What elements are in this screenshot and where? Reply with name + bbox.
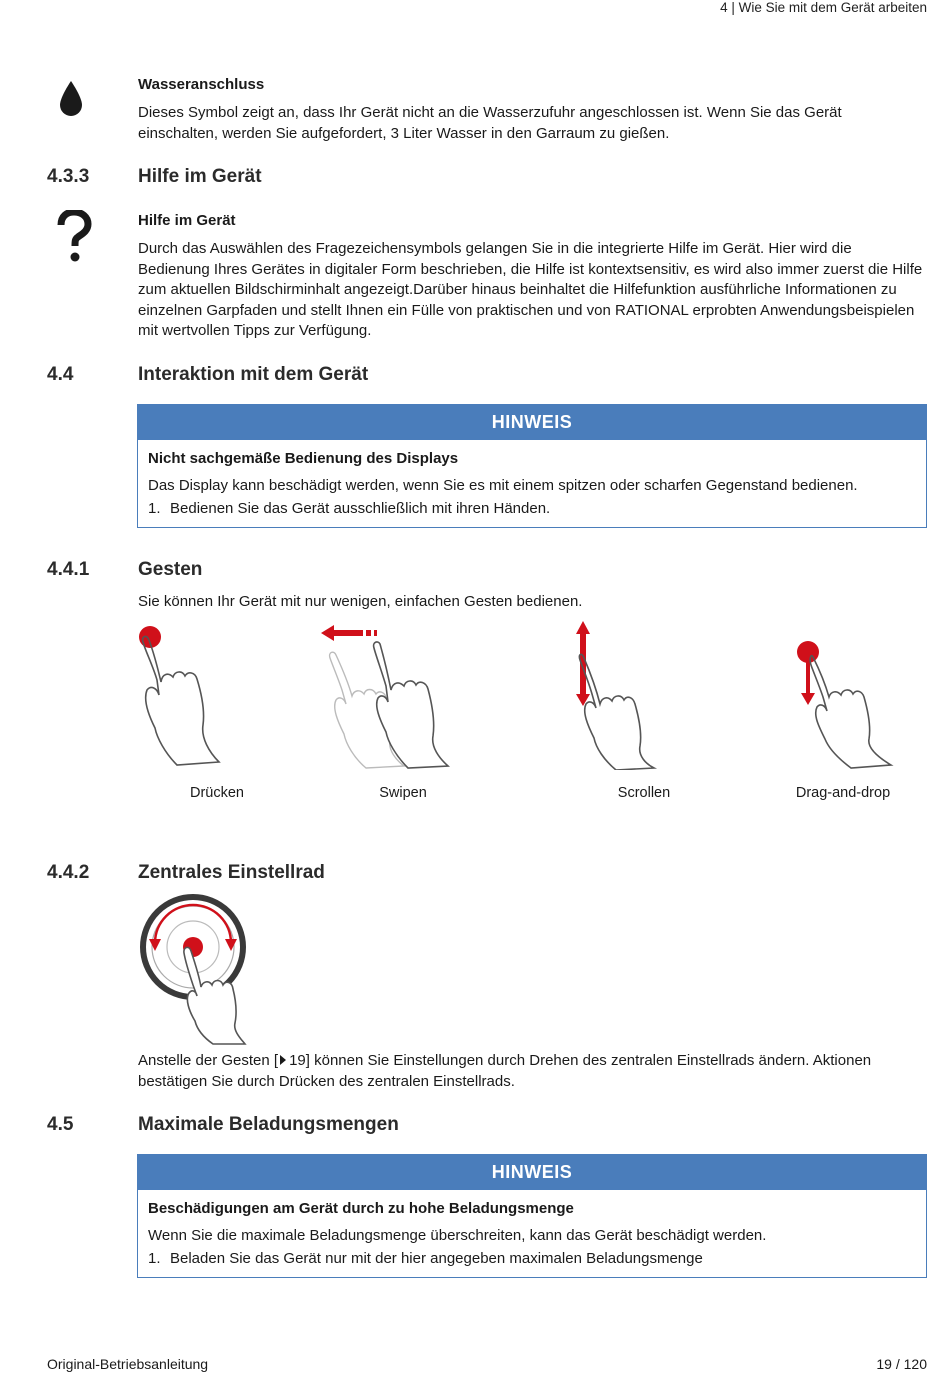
question-mark-icon — [56, 210, 92, 264]
central-dial-illustration — [137, 893, 252, 1045]
step-number: 1. — [148, 500, 161, 517]
notice-text: Das Display kann beschädigt werden, wenn Sie es mit einem spitzen oder scharfen Gegenstand bedienen. — [148, 477, 858, 494]
notice-box-load — [137, 1154, 927, 1278]
footer-document-title: Original-Betriebsanleitung — [47, 1356, 209, 1372]
notice-text: Wenn Sie die maximale Beladungsmenge überschreiten, kann das Gerät beschädigt werden. — [148, 1227, 767, 1244]
help-text: Durch das Auswählen des Fragezeichensymbols gelangen Sie in die integrierte Hilfe im Gerät. Hier wird die Bedienung Ihres Gerätes in digitaler Form beschrieben, die Hilfe ist kontextsensitiv, es wird also immer zuerst die Hilfe zum aktuellen Bildschirminhalt angezeigt.Darüber hinaus beinhaltet die Hilfefunktion ausführliche Informationen zu einzelnen Garpfaden und stellt Ihnen ein Fülle von praktischen und von RATIONAL erprobten Anwendungsbeispielen mit wertvollen Tipps zur Verfügung. — [138, 240, 923, 339]
notice-box-display — [137, 404, 927, 528]
step-text: Beladen Sie das Gerät nur mit der hier angegeben maximalen Beladungsmenge — [170, 1250, 703, 1267]
tap-gesture-illustration — [135, 620, 245, 770]
gesture-label-scroll: Scrollen — [617, 785, 671, 801]
gesture-label-press: Drücken — [190, 785, 244, 801]
section-title-central-dial: Zentrales Einstellrad — [138, 862, 325, 883]
notice-header: HINWEIS — [138, 1155, 926, 1190]
drag-and-drop-gesture-illustration — [795, 635, 925, 770]
step-number: 1. — [148, 1250, 161, 1267]
section-number-4-4-2: 4.4.2 — [47, 862, 90, 883]
notice-step — [148, 500, 916, 517]
notice-header: HINWEIS — [138, 405, 926, 440]
gesture-label-drag-and-drop: Drag-and-drop — [795, 785, 891, 801]
section-title-max-load: Maximale Beladungsmengen — [138, 1114, 399, 1135]
swipe-gesture-illustration — [318, 620, 468, 770]
gestures-intro: Sie können Ihr Gerät mit nur wenigen, einfachen Gesten bedienen. — [138, 593, 583, 610]
page-reference-link[interactable]: 19 — [289, 1052, 306, 1069]
water-drop-icon — [58, 80, 84, 118]
section-number-4-3-3: 4.3.3 — [47, 166, 90, 187]
notice-title: Nicht sachgemäße Bedienung des Displays — [148, 450, 459, 467]
notice-step — [148, 1250, 916, 1267]
help-subtitle: Hilfe im Gerät — [138, 212, 236, 229]
section-title-gestures: Gesten — [138, 559, 203, 580]
footer-page-number: 19 / 120 — [876, 1356, 927, 1372]
central-dial-text-b: ] können Sie Einstellungen durch Drehen des zentralen Einstellrads ändern. Aktionen bestätigen Sie durch Drücken des zentralen Einstellrads. — [138, 1052, 872, 1090]
section-number-4-4: 4.4 — [47, 364, 74, 385]
central-dial-text-a: Anstelle der Gesten [ — [138, 1052, 279, 1069]
gesture-label-swipe: Swipen — [379, 785, 427, 801]
central-dial-text — [138, 1051, 923, 1092]
running-header: 4 | Wie Sie mit dem Gerät arbeiten — [720, 0, 927, 15]
water-text: Dieses Symbol zeigt an, dass Ihr Gerät nicht an die Wasserzufuhr angeschlossen ist. Wenn Sie das Gerät einschalten, werden Sie aufgefordert, 3 Liter Wasser in den Garraum zu gießen. — [138, 104, 842, 142]
section-title-help: Hilfe im Gerät — [138, 166, 262, 187]
step-text: Bedienen Sie das Gerät ausschließlich mit ihren Händen. — [170, 500, 551, 517]
notice-title: Beschädigungen am Gerät durch zu hohe Beladungsmenge — [148, 1200, 574, 1217]
water-title: Wasseranschluss — [138, 76, 265, 93]
section-title-interaction: Interaktion mit dem Gerät — [138, 364, 369, 385]
section-number-4-5: 4.5 — [47, 1114, 74, 1135]
scroll-gesture-illustration — [570, 618, 690, 770]
link-arrow-icon — [280, 1055, 286, 1065]
section-number-4-4-1: 4.4.1 — [47, 559, 90, 580]
